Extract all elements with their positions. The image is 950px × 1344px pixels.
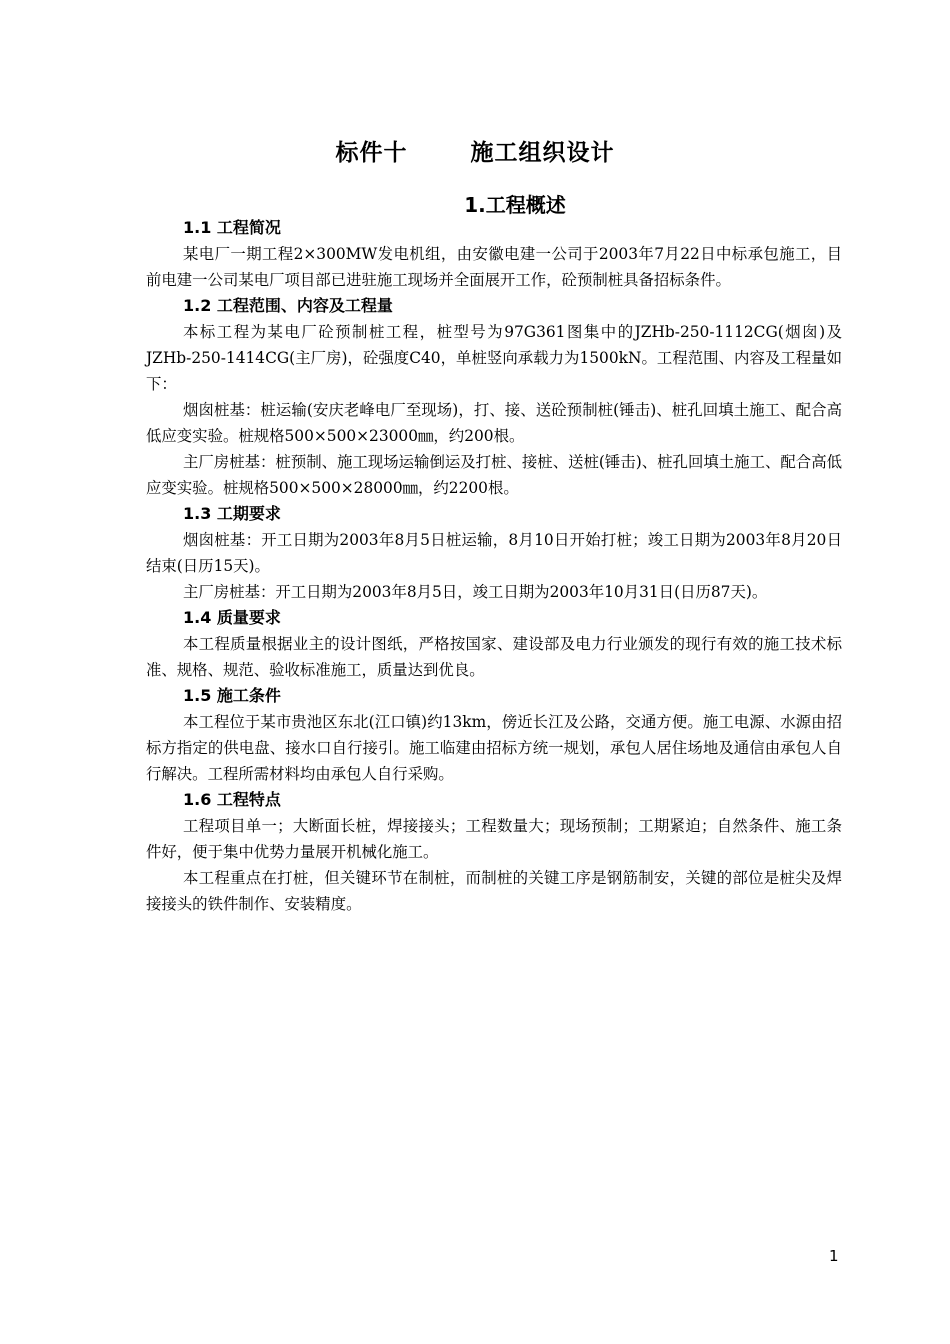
- section-heading: 1.3 工期要求: [183, 504, 281, 523]
- section-quality: [146, 605, 842, 683]
- section-features: [146, 787, 842, 917]
- section-heading: 1.6 工程特点: [183, 790, 281, 809]
- section-conditions: [146, 683, 842, 787]
- section-schedule: [146, 501, 842, 605]
- chapter-title: 1.工程概述: [464, 193, 566, 217]
- document-body: [146, 215, 842, 917]
- section-heading: 1.1 工程简况: [183, 218, 281, 237]
- document-title: 标件十 施工组织设计: [335, 140, 615, 166]
- section-heading: 1.5 施工条件: [183, 686, 281, 705]
- section-heading: 1.4 质量要求: [183, 608, 281, 627]
- paragraph: 工程项目单一；大断面长桩，焊接接头；工程数量大；现场预制；工期紧迫；自然条件、施工条件好，便于集中优势力量展开机械化施工。: [146, 817, 842, 861]
- paragraph: 某电厂一期工程2×300MW发电机组，由安徽电建一公司于2003年7月22日中标承包施工，目前电建一公司某电厂项目部已进驻施工现场并全面展开工作，砼预制桩具备招标条件。: [146, 245, 842, 289]
- paragraph: 烟囱桩基：桩运输(安庆老峰电厂至现场)，打、接、送砼预制桩(锤击)、桩孔回填土施工、配合高低应变实验。桩规格500×500×23000㎜，约200根。: [146, 401, 842, 445]
- section-scope: [146, 293, 842, 501]
- paragraph: 主厂房桩基：开工日期为2003年8月5日，竣工日期为2003年10月31日(日历87天)。: [183, 583, 768, 601]
- page-number: 1: [829, 1247, 839, 1265]
- paragraph: 本工程质量根据业主的设计图纸，严格按国家、建设部及电力行业颁发的现行有效的施工技术标准、规格、规范、验收标准施工，质量达到优良。: [146, 635, 842, 679]
- section-heading: 1.2 工程范围、内容及工程量: [183, 296, 393, 315]
- paragraph: 本工程重点在打桩，但关键环节在制桩，而制桩的关键工序是钢筋制安，关键的部位是桩尖及焊接接头的铁件制作、安装精度。: [146, 869, 842, 913]
- paragraph: 本工程位于某市贵池区东北(江口镇)约13km，傍近长江及公路，交通方便。施工电源、水源由招标方指定的供电盘、接水口自行接引。施工临建由招标方统一规划，承包人居住场地及通信由承包人自行解决。工程所需材料均由承包人自行采购。: [146, 713, 842, 783]
- paragraph: 本标工程为某电厂砼预制桩工程，桩型号为97G361图集中的JZHb-250-1112CG(烟囱)及JZHb-250-1414CG(主厂房)，砼强度C40，单桩竖向承载力为1500kN。工程范围、内容及工程量如下：: [146, 323, 842, 393]
- paragraph: 烟囱桩基：开工日期为2003年8月5日桩运输，8月10日开始打桩；竣工日期为2003年8月20日结束(日历15天)。: [146, 531, 842, 575]
- section-overview: [146, 215, 842, 293]
- paragraph: 主厂房桩基：桩预制、施工现场运输倒运及打桩、接桩、送桩(锤击)、桩孔回填土施工、配合高低应变实验。桩规格500×500×28000㎜，约2200根。: [146, 453, 842, 497]
